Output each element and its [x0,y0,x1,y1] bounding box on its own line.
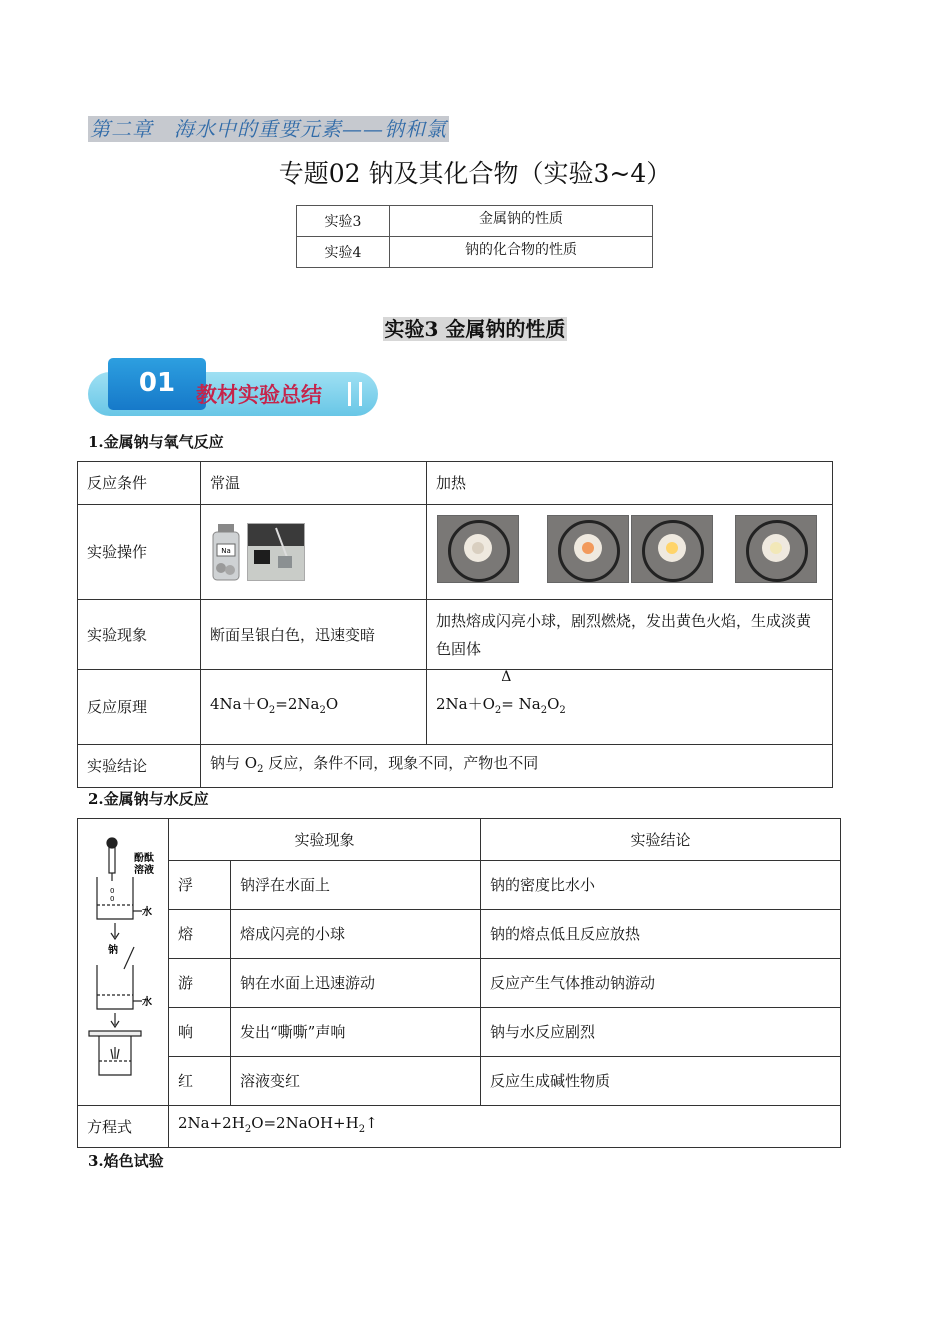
table-row [78,819,841,861]
header-phenomenon: 实验现象 [169,819,481,861]
table-row [78,910,841,959]
reagent-line-1: 酚酞 [134,853,154,864]
water-label-1: 水 [142,907,152,918]
bottle-label: Na [221,547,231,555]
conclusion-cell: 钠的密度比水小 [481,861,841,910]
row-label: 方程式 [78,1106,169,1148]
cell-operation-photos [201,505,427,600]
keyword-cell: 红 [169,1057,231,1106]
heating-photo-2 [547,515,629,583]
table-row [78,1057,841,1106]
cell-heating-photos [427,505,833,600]
table-row [78,600,833,670]
conclusion-cell: 反应产生气体推动钠游动 [481,959,841,1008]
keyword-cell: 游 [169,959,231,1008]
experiment-index-table [296,205,653,268]
keyword-cell: 浮 [169,861,231,910]
table-row [78,745,833,788]
section-banner [88,358,380,420]
section-heading-2: 2.金属钠与水反应 [88,790,209,808]
conclusion-cell: 钠与水反应剧烈 [481,1008,841,1057]
row-label: 实验现象 [78,600,201,670]
table-row [297,237,653,268]
phenomenon-cell: 熔成闪亮的小球 [231,910,481,959]
chapter-heading: 第二章 海水中的重要元素——钠和氯 [90,117,447,141]
table-row [78,670,833,745]
section-subtitle [0,314,950,344]
conclusion-text: 钠与 $O_2$ 反应，条件不同，现象不同，产物也不同 [201,745,833,788]
banner-label: 教材实验总结 [196,383,322,407]
sodium-oxygen-table [77,461,833,788]
reaction-condition: Δ = [501,668,514,713]
sodium-label: 钠 [108,945,118,956]
sodium-water-table [77,818,841,1148]
section-heading-1: 1.金属钠与氧气反应 [88,433,224,451]
equation-normal: $4Na+O_2=2Na_2O$ [201,670,427,745]
svg-text:0: 0 [110,887,115,895]
table-row [297,206,653,237]
header-conclusion: 实验结论 [481,819,841,861]
page-title: 专题02 钠及其化合物（实验3~4） [278,159,672,188]
banner-stripes-decoration [348,382,362,406]
cell-heating: 加热 [427,462,833,505]
delta-symbol: Δ [501,668,512,685]
svg-text:0: 0 [110,895,115,903]
row-label: 反应条件 [78,462,201,505]
heating-photo-3 [631,515,713,583]
cell-normal-temp: 常温 [201,462,427,505]
row-label: 实验操作 [78,505,201,600]
phenomenon-cell: 溶液变红 [231,1057,481,1106]
table-row [78,505,833,600]
conclusion-cell: 钠的熔点低且反应放热 [481,910,841,959]
equation-heating: $2Na+O_2$ Δ = $Na_2O_2$ [427,670,833,745]
keyword-cell: 熔 [169,910,231,959]
row-label: 反应原理 [78,670,201,745]
table-row [78,462,833,505]
reagent-label [134,851,154,876]
conclusion-cell: 反应生成碱性物质 [481,1057,841,1106]
cell-phenomenon-normal: 断面呈银白色，迅速变暗 [201,600,427,670]
section-heading-3: 3.焰色试验 [88,1152,164,1170]
toc-number: 实验4 [297,237,390,268]
row-label: 实验结论 [78,745,201,788]
table-row [78,959,841,1008]
phenomenon-cell: 钠在水面上迅速游动 [231,959,481,1008]
table-row [78,861,841,910]
heating-photo-4 [735,515,817,583]
reagent-line-2: 溶液 [134,865,154,876]
toc-name: 金属钠的性质 [390,206,653,237]
subtitle-text: 实验3 金属钠的性质 [384,317,566,341]
table-row [78,1106,841,1148]
toc-name: 钠的化合物的性质 [390,237,653,268]
toc-number: 实验3 [297,206,390,237]
cutting-sodium-photo [247,523,305,581]
apparatus-diagram-cell [78,819,169,1106]
water-label-2: 水 [142,997,152,1008]
banner-number: 01 [108,358,206,410]
sodium-bottle-photo [210,522,242,582]
cell-phenomenon-heating: 加热熔成闪亮小球，剧烈燃烧，发出黄色火焰，生成淡黄色固体 [427,600,833,670]
heating-photo-1 [437,515,519,583]
table-row [78,1008,841,1057]
water-reaction-equation: $2Na+2H_2O=2NaOH+H_2↑$ [169,1106,841,1148]
phenomenon-cell: 发出“嘶嘶”声响 [231,1008,481,1057]
apparatus-diagram [78,819,168,1079]
phenomenon-cell: 钠浮在水面上 [231,861,481,910]
keyword-cell: 响 [169,1008,231,1057]
